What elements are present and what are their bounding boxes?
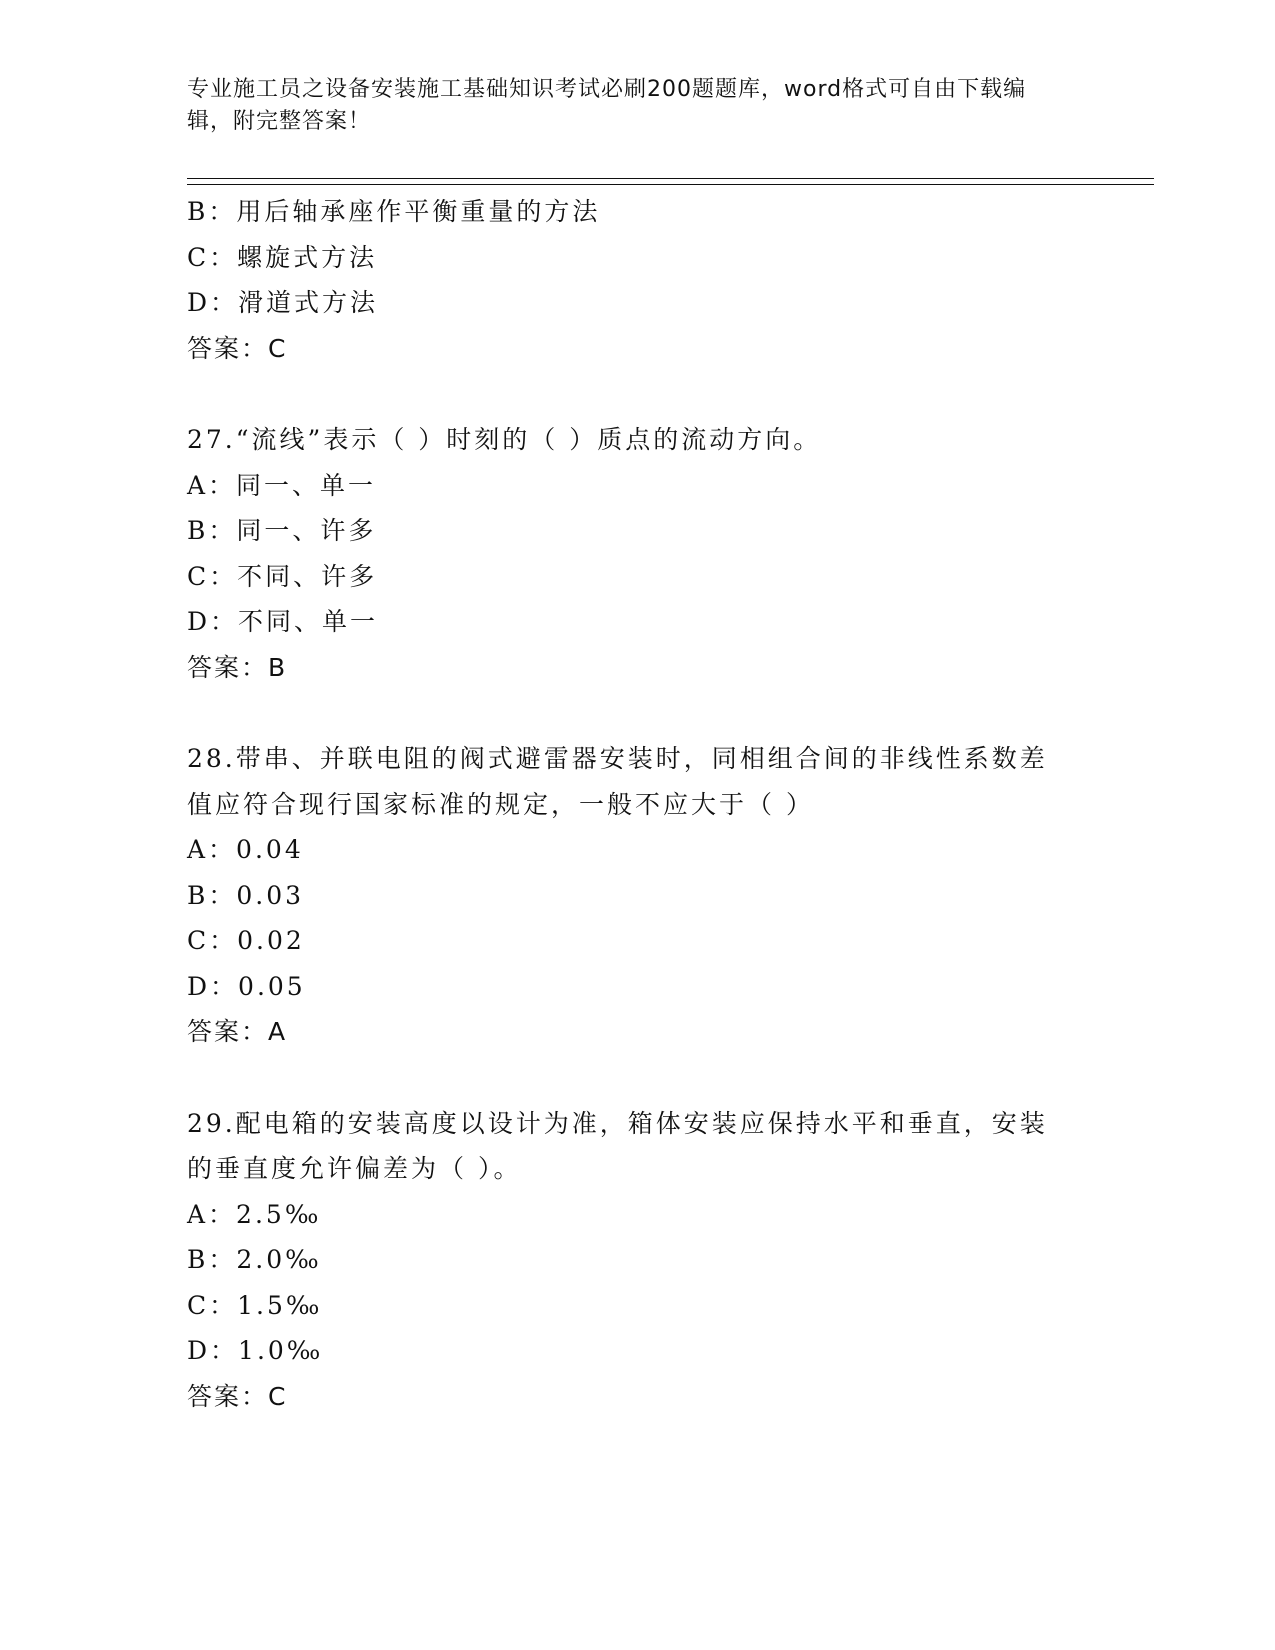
option-c: C：1.5‰ [187, 1290, 323, 1320]
option-d: D：不同、单一 [187, 607, 379, 636]
option-d: D：滑道式方法 [187, 288, 379, 317]
option-c: C：螺旋式方法 [187, 242, 378, 272]
document-body [187, 189, 1087, 1419]
partial-question [187, 189, 1087, 371]
option-b: B：同一、许多 [187, 516, 377, 545]
option-a: A：同一、单一 [187, 470, 377, 500]
question-text: 28.带串、并联电阻的阀式避雷器安装时，同相组合间的非线性系数差值应符合现行国家标准的规定，一般不应大于（ ） [187, 744, 1048, 819]
header-rule-bottom [187, 184, 1154, 185]
option-c: C：不同、许多 [187, 561, 378, 591]
header-rule-top [187, 178, 1154, 179]
option-a: A：2.5‰ [187, 1199, 322, 1229]
option-b: B：0.03 [187, 880, 305, 910]
question-text: 27.“流线”表示（ ）时刻的（ ）质点的流动方向。 [187, 425, 822, 454]
question-text: 29.配电箱的安装高度以设计为准，箱体安装应保持水平和垂直，安装的垂直度允许偏差为（ ）。 [187, 1108, 1048, 1183]
option-d: D：0.05 [187, 971, 306, 1001]
question-27 [187, 417, 1087, 690]
option-c: C：0.02 [187, 926, 305, 955]
option-a: A：0.04 [187, 835, 304, 864]
answer: 答案：B [187, 652, 288, 682]
question-29 [187, 1101, 1087, 1420]
option-b: B：2.0‰ [187, 1245, 322, 1274]
answer: 答案：C [187, 333, 288, 363]
document-header: 专业施工员之设备安装施工基础知识考试必刷200题题库，word格式可自由下载编辑，附完整答案！ [187, 77, 1027, 134]
answer: 答案：C [187, 1381, 288, 1411]
question-28 [187, 736, 1087, 1055]
option-b: B：用后轴承座作平衡重量的方法 [187, 197, 601, 226]
answer: 答案：A [187, 1017, 288, 1046]
option-d: D：1.0‰ [187, 1336, 324, 1365]
